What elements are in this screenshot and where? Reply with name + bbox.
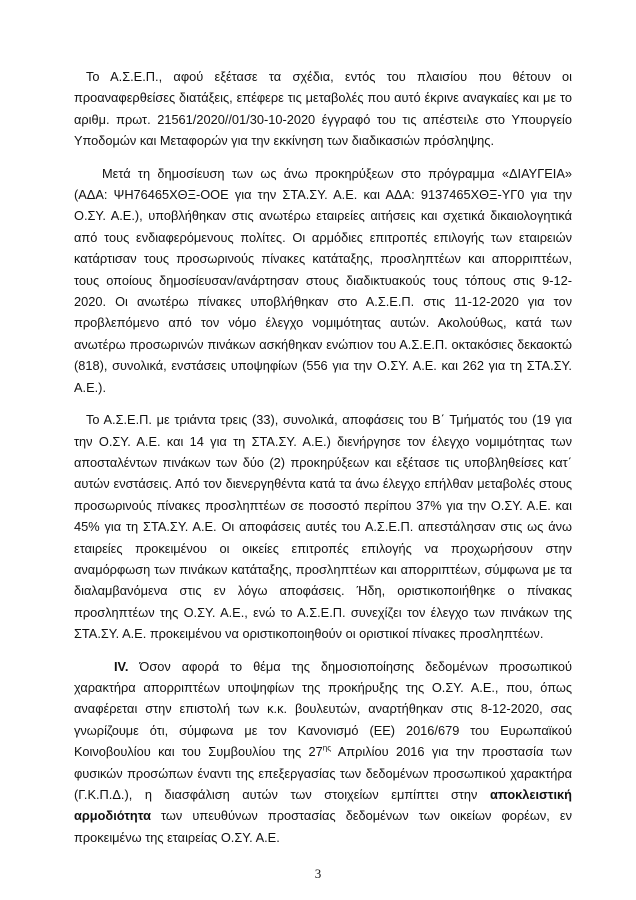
paragraph: [74, 66, 572, 152]
paragraph: [74, 163, 572, 398]
text-run: Το Α.Σ.Ε.Π., αφού εξέτασε τα σχέδια, εντός του πλαισίου που θέτουν οι προαναφερθείσες διατάξεις, επέφερε τις μεταβολές που αυτό έκρινε αναγκαίες και με το αριθμ. πρωτ. 21561/2020//01/30-10-2020 έγγραφό του τις απέστειλε στο Υπουργείο Υποδομών και Μεταφορών για την εκκίνηση των διαδικασιών πρόσληψης.: [74, 69, 572, 149]
page-number: 3: [314, 866, 322, 881]
text-run: Το Α.Σ.Ε.Π. με τριάντα τρεις (33), συνολικά, αποφάσεις του Β΄ Τμήματός του (19 για την Ο.ΣΥ. Α.Ε. και 14 για τη ΣΤΑ.ΣΥ. Α.Ε.) διενήργησε τον έλεγχο νομιμότητας των αποσταλέντων πινάκων των δύο (2) προκηρύξεων και εξέτασε τις υποβληθείσες κατ΄ αυτών ενστάσεις. Από τον διενεργηθέντα κατά τα άνω έλεγχο επήλθαν μεταβολές στους προσωρινούς πίνακες προσληπτέων σε ποσοστό περίπου 37% για την Ο.ΣΥ. Α.Ε. και 45% για τη ΣΤΑ.ΣΥ. Α.Ε. Οι αποφάσεις αυτές του Α.Σ.Ε.Π. απεστάλησαν στις ως άνω εταιρείες προκειμένου οι οικείες επιτροπές επιλογής να προχωρήσουν στην αναμόρφωση των πινάκων κατάταξης, προσληπτέων και απορριπτέων, σύμφωνα με τα διαλαμβανόμενα στις εν λόγω αποφάσεις. Ήδη, οριστικοποιήθηκε ο πίνακας προσληπτέων της Ο.ΣΥ. Α.Ε., ενώ το Α.Σ.Ε.Π. συνεχίζει τον έλεγχο των πινάκων της ΣΤΑ.ΣΥ. Α.Ε. προκειμένου να οριστικοποιηθούν οι οριστικοί πίνακες προσληπτέων.: [74, 412, 572, 642]
document-body: [74, 66, 572, 859]
text-run: Όσον αφορά το θέμα της δημοσιοποίησης δεδομένων προσωπικού χαρακτήρα απορριπτέων υποψηφίων της προκήρυξης της Ο.ΣΥ. Α.Ε., που, όπως αναφέρεται στην επιστολή των κ.κ. βουλευτών, αναρτήθηκαν στις 8-12-2020, σας γνωρίζουμε ότι, σύμφωνα με τον Κανονισμό (ΕΕ) 2016/679 του Ευρωπαϊκού Κοινοβουλίου και του Συμβουλίου της 27: [74, 658, 572, 760]
bold-text: IV.: [114, 658, 129, 674]
paragraph: [74, 409, 572, 644]
text-run: Απριλίου 2016 για την προστασία των φυσικών προσώπων έναντι της επεξεργασίας των δεδομένων προσωπικού χαρακτήρα (Γ.Κ.Π.Δ.), η διασφάλιση αυτών των στοιχείων εμπίπτει στην: [74, 744, 572, 802]
paragraph: [74, 656, 572, 849]
text-run: Μετά τη δημοσίευση των ως άνω προκηρύξεων στο πρόγραμμα «ΔΙΑΥΓΕΙΑ» (ΑΔΑ: ΨΗ76465ΧΘΞ-ΟΟΕ για την ΣΤΑ.ΣΥ. Α.Ε. και ΑΔΑ: 9137465ΧΘΞ-ΥΓ0 για την Ο.ΣΥ. Α.Ε.), υποβλήθηκαν στις ανωτέρω εταιρείες αιτήσεις και σχετικά δικαιολογητικά από τους ενδιαφερόμενους πολίτες. Οι αρμόδιες επιτροπές επιλογής των εταιρειών κατάρτισαν τους προσωρινούς πίνακες κατάταξης, προσληπτέων και απορριπτέων, τους οποίους δημοσίευσαν/ανάρτησαν στους διαδικτυακούς τους τόπους στις 9-12-2020. Οι ανωτέρω πίνακες υποβλήθηκαν στο Α.Σ.Ε.Π. στις 11-12-2020 για τον προβλεπόμενο από τον νόμο έλεγχο νομιμότητας αυτών. Ακολούθως, κατά των ανωτέρω προσωρινών πινάκων ασκήθηκαν ενώπιον του Α.Σ.Ε.Π. οκτακόσιες δεκαοκτώ (818), συνολικά, ενστάσεις υποψηφίων (556 για την Ο.ΣΥ. Α.Ε. και 262 για τη ΣΤΑ.ΣΥ. Α.Ε.).: [74, 165, 572, 395]
superscript-text: ης: [322, 743, 332, 753]
text-run: των υπευθύνων προστασίας δεδομένων των οικείων φορέων, εν προκειμένω της εταιρείας Ο.ΣΥ. Α.Ε.: [74, 808, 572, 845]
bold-text: αποκλειστική αρμοδιότητα: [74, 787, 572, 824]
